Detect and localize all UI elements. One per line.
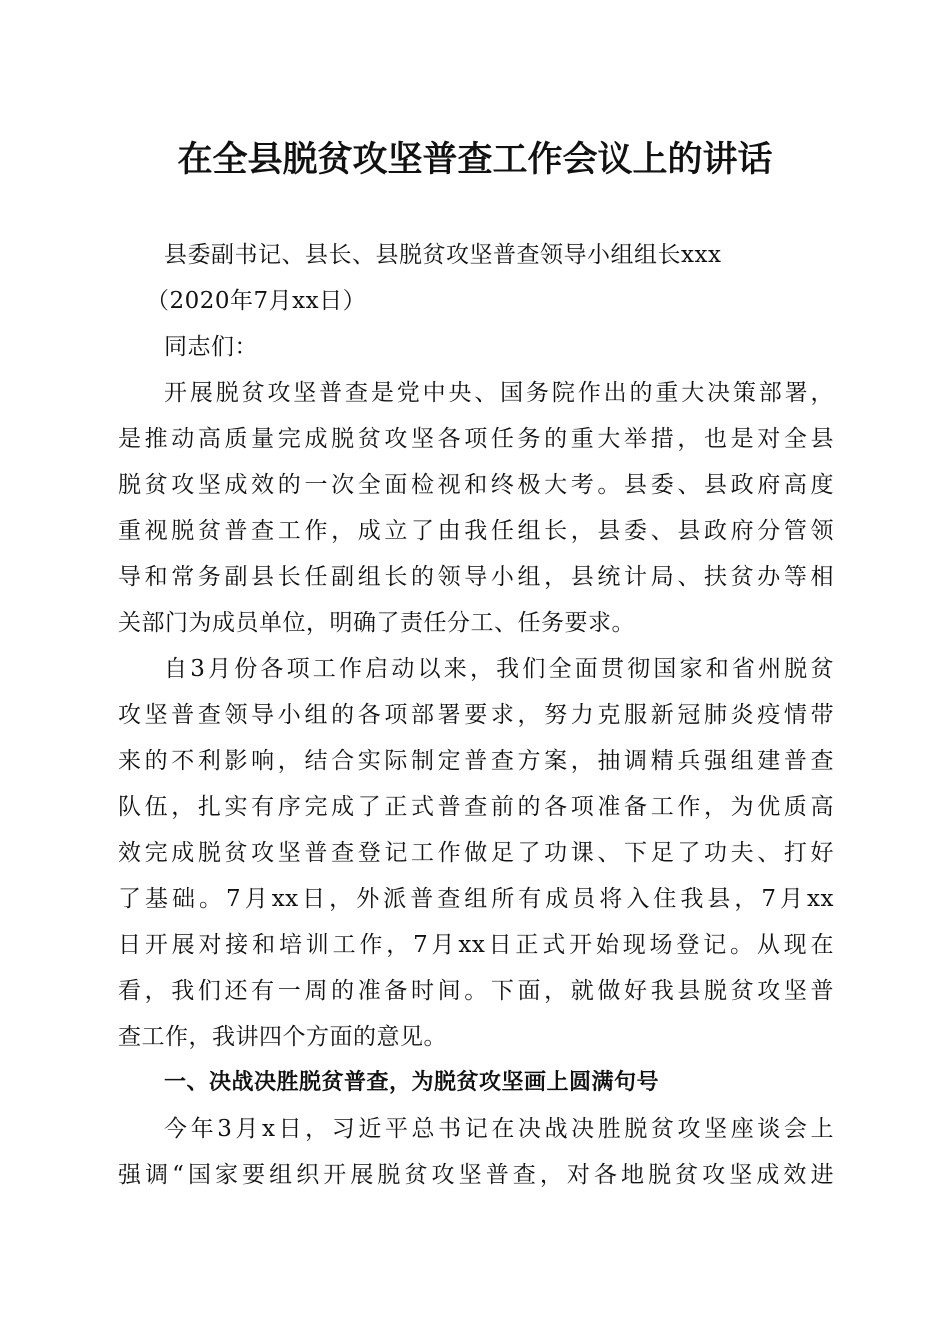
salutation: 同志们： bbox=[164, 334, 258, 360]
paragraph-2-line: 查工作，我讲四个方面的意见。 bbox=[118, 1024, 447, 1050]
paragraph-2-line: 了基础。7月xx日，外派普查组所有成员将入住我县，7月xx bbox=[118, 886, 834, 912]
section-heading-1: 一、决战决胜脱贫普查，为脱贫攻坚画上圆满句号 bbox=[164, 1070, 660, 1095]
paragraph-1-line: 导和常务副县长任副组长的领导小组，县统计局、扶贫办等相 bbox=[118, 564, 834, 590]
paragraph-1-line: 重视脱贫普查工作，成立了由我任组长，县委、县政府分管领 bbox=[118, 518, 834, 544]
paragraph-2-line: 看，我们还有一周的准备时间。下面，就做好我县脱贫攻坚普 bbox=[118, 978, 834, 1004]
paragraph-2-line: 攻坚普查领导小组的各项部署要求，努力克服新冠肺炎疫情带 bbox=[118, 702, 834, 728]
paragraph-3-line: 强调“国家要组织开展脱贫攻坚普查，对各地脱贫攻坚成效进 bbox=[118, 1162, 834, 1188]
speech-date: （2020年7月xx日） bbox=[146, 288, 367, 314]
paragraph-1-line: 开展脱贫攻坚普查是党中央、国务院作出的重大决策部署， bbox=[164, 380, 834, 406]
document-body bbox=[118, 232, 834, 1198]
byline: 县委副书记、县长、县脱贫攻坚普查领导小组组长xxx bbox=[164, 242, 722, 268]
paragraph-2-line: 队伍，扎实有序完成了正式普查前的各项准备工作，为优质高 bbox=[118, 794, 834, 820]
paragraph-1-line: 关部门为成员单位，明确了责任分工、任务要求。 bbox=[118, 610, 635, 636]
paragraph-2-line: 效完成脱贫攻坚普查登记工作做足了功课、下足了功夫、打好 bbox=[118, 840, 834, 866]
paragraph-2-line: 日开展对接和培训工作，7月xx日正式开始现场登记。从现在 bbox=[118, 932, 834, 958]
paragraph-2-line: 来的不利影响，结合实际制定普查方案，抽调精兵强组建普查 bbox=[118, 748, 834, 774]
paragraph-1-line: 是推动高质量完成脱贫攻坚各项任务的重大举措，也是对全县 bbox=[118, 426, 834, 452]
paragraph-1-line: 脱贫攻坚成效的一次全面检视和终极大考。县委、县政府高度 bbox=[118, 472, 834, 498]
paragraph-3-line: 今年3月x日，习近平总书记在决战决胜脱贫攻坚座谈会上 bbox=[164, 1116, 834, 1142]
paragraph-2-line: 自3月份各项工作启动以来，我们全面贯彻国家和省州脱贫 bbox=[164, 656, 834, 682]
document-title: 在全县脱贫攻坚普查工作会议上的讲话 bbox=[177, 139, 773, 180]
